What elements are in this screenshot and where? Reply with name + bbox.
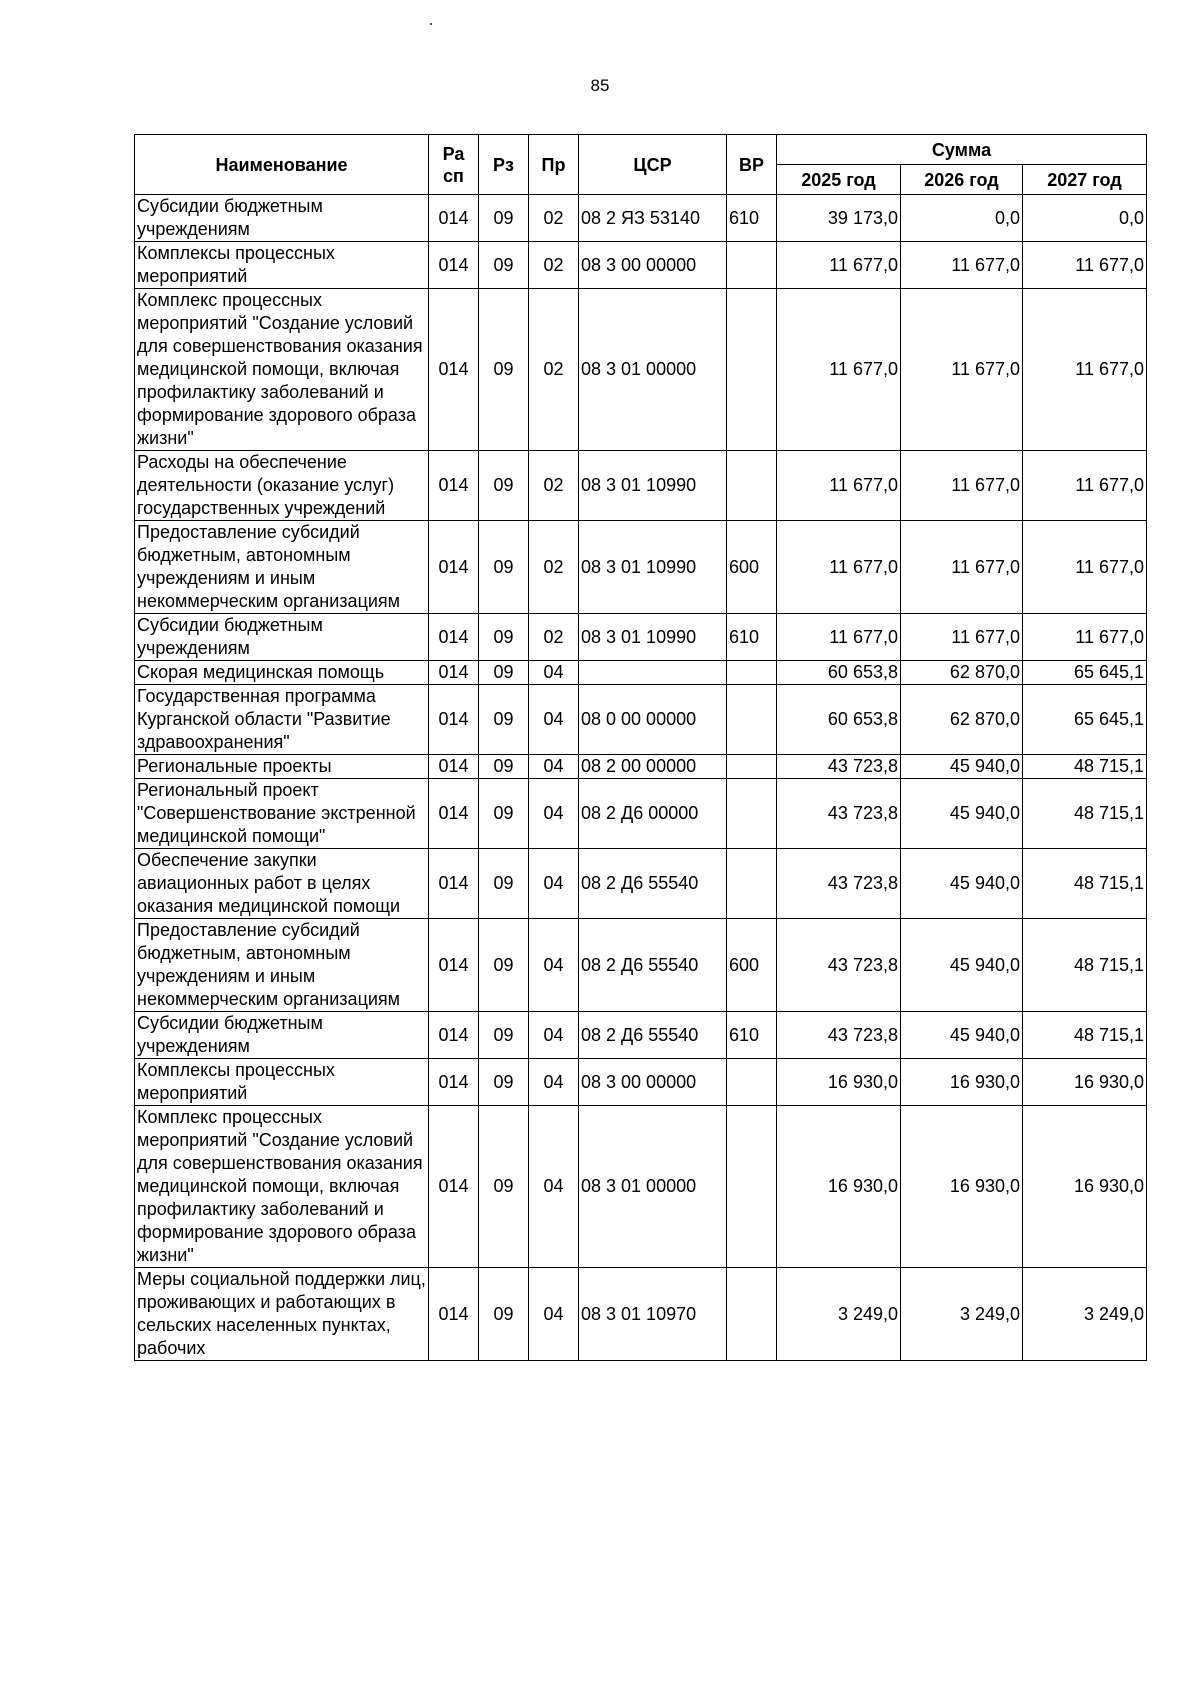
cell-name: Меры социальной поддержки лиц, проживающих и работающих в сельских населенных пунктах, рабочих [135,1268,429,1361]
cell-vr [727,242,777,289]
cell-rz: 09 [479,614,529,661]
cell-2027: 65 645,1 [1023,661,1147,685]
cell-2026: 16 930,0 [901,1059,1023,1106]
cell-rz: 09 [479,242,529,289]
cell-2026: 45 940,0 [901,1012,1023,1059]
cell-2025: 16 930,0 [777,1106,901,1268]
cell-pr: 04 [529,1012,579,1059]
table-row [135,661,1147,685]
cell-csr: 08 0 00 00000 [579,685,727,755]
cell-pr: 04 [529,755,579,779]
table-row [135,919,1147,1012]
cell-pr: 02 [529,521,579,614]
cell-2025: 11 677,0 [777,521,901,614]
cell-rz: 09 [479,195,529,242]
cell-pr: 04 [529,919,579,1012]
cell-name: Региональные проекты [135,755,429,779]
cell-vr: 600 [727,521,777,614]
table-row [135,1268,1147,1361]
cell-csr: 08 3 01 10970 [579,1268,727,1361]
budget-table [134,134,1147,1361]
cell-pr: 04 [529,1106,579,1268]
cell-2027: 48 715,1 [1023,849,1147,919]
cell-rasp: 014 [429,451,479,521]
cell-name: Скорая медицинская помощь [135,661,429,685]
cell-2026: 45 940,0 [901,755,1023,779]
cell-rasp: 014 [429,779,479,849]
cell-rasp: 014 [429,289,479,451]
cell-csr: 08 2 Д6 55540 [579,849,727,919]
cell-2027: 11 677,0 [1023,521,1147,614]
cell-rz: 09 [479,521,529,614]
cell-rasp: 014 [429,1059,479,1106]
cell-2025: 43 723,8 [777,1012,901,1059]
cell-rz: 09 [479,289,529,451]
cell-rasp: 014 [429,661,479,685]
scan-speck [430,23,432,25]
cell-csr: 08 2 ЯЗ 53140 [579,195,727,242]
cell-name: Расходы на обеспечение деятельности (оказание услуг) государственных учреждений [135,451,429,521]
cell-pr: 02 [529,614,579,661]
cell-2025: 43 723,8 [777,919,901,1012]
cell-rasp: 014 [429,755,479,779]
cell-pr: 04 [529,1268,579,1361]
cell-pr: 04 [529,779,579,849]
cell-csr: 08 2 Д6 55540 [579,1012,727,1059]
cell-rz: 09 [479,919,529,1012]
cell-2025: 43 723,8 [777,755,901,779]
cell-2026: 11 677,0 [901,521,1023,614]
cell-name: Субсидии бюджетным учреждениям [135,1012,429,1059]
cell-vr [727,755,777,779]
cell-2026: 45 940,0 [901,779,1023,849]
cell-vr [727,1268,777,1361]
cell-rz: 09 [479,1012,529,1059]
cell-2026: 16 930,0 [901,1106,1023,1268]
cell-pr: 04 [529,685,579,755]
cell-2027: 0,0 [1023,195,1147,242]
cell-csr: 08 2 Д6 00000 [579,779,727,849]
table-row [135,242,1147,289]
cell-rz: 09 [479,685,529,755]
cell-rasp: 014 [429,1268,479,1361]
cell-2026: 62 870,0 [901,661,1023,685]
cell-rz: 09 [479,661,529,685]
cell-2027: 16 930,0 [1023,1106,1147,1268]
cell-rz: 09 [479,849,529,919]
cell-2025: 43 723,8 [777,849,901,919]
cell-pr: 02 [529,195,579,242]
cell-2025: 11 677,0 [777,614,901,661]
cell-2027: 48 715,1 [1023,755,1147,779]
cell-name: Государственная программа Курганской области "Развитие здравоохранения" [135,685,429,755]
cell-name: Обеспечение закупки авиационных работ в целях оказания медицинской помощи [135,849,429,919]
table-body [135,195,1147,1361]
cell-rasp: 014 [429,195,479,242]
cell-pr: 04 [529,661,579,685]
cell-rz: 09 [479,451,529,521]
cell-pr: 02 [529,289,579,451]
cell-csr: 08 3 01 00000 [579,1106,727,1268]
table-row [135,614,1147,661]
cell-rasp: 014 [429,919,479,1012]
cell-vr [727,849,777,919]
page-number: 85 [590,76,610,95]
cell-2025: 3 249,0 [777,1268,901,1361]
cell-vr [727,1106,777,1268]
cell-rasp: 014 [429,242,479,289]
cell-2027: 65 645,1 [1023,685,1147,755]
cell-csr: 08 3 01 00000 [579,289,727,451]
table-row [135,1012,1147,1059]
cell-pr: 04 [529,849,579,919]
table-row [135,289,1147,451]
cell-rz: 09 [479,1059,529,1106]
cell-name: Предоставление субсидий бюджетным, автономным учреждениям и иным некоммерческим организациям [135,919,429,1012]
cell-2026: 45 940,0 [901,919,1023,1012]
cell-rasp: 014 [429,614,479,661]
cell-rz: 09 [479,1106,529,1268]
cell-csr: 08 3 01 10990 [579,614,727,661]
cell-2025: 11 677,0 [777,451,901,521]
cell-2026: 11 677,0 [901,289,1023,451]
cell-rasp: 014 [429,521,479,614]
cell-csr [579,661,727,685]
cell-name: Региональный проект "Совершенствование экстренной медицинской помощи" [135,779,429,849]
cell-name: Комплекс процессных мероприятий "Создание условий для совершенствования оказания медицинской помощи, включая профилактику заболеваний и формирование здорового образа жизни" [135,1106,429,1268]
cell-pr: 02 [529,451,579,521]
header-csr: ЦСР [579,135,727,195]
cell-2025: 11 677,0 [777,242,901,289]
cell-rz: 09 [479,755,529,779]
cell-2025: 43 723,8 [777,779,901,849]
cell-rasp: 014 [429,1012,479,1059]
cell-2025: 11 677,0 [777,289,901,451]
cell-2025: 16 930,0 [777,1059,901,1106]
header-pr: Пр [529,135,579,195]
cell-rasp: 014 [429,1106,479,1268]
cell-2026: 45 940,0 [901,849,1023,919]
cell-csr: 08 3 01 10990 [579,451,727,521]
cell-vr [727,661,777,685]
cell-name: Субсидии бюджетным учреждениям [135,195,429,242]
cell-rz: 09 [479,779,529,849]
cell-rz: 09 [479,1268,529,1361]
cell-name: Комплексы процессных мероприятий [135,242,429,289]
cell-2026: 11 677,0 [901,614,1023,661]
cell-pr: 02 [529,242,579,289]
header-rz: Рз [479,135,529,195]
header-vr: ВР [727,135,777,195]
table-row [135,521,1147,614]
cell-2027: 3 249,0 [1023,1268,1147,1361]
cell-2026: 11 677,0 [901,451,1023,521]
header-sum: Сумма [777,135,1147,165]
cell-2027: 48 715,1 [1023,1012,1147,1059]
cell-csr: 08 2 Д6 55540 [579,919,727,1012]
cell-vr [727,289,777,451]
table-row [135,1059,1147,1106]
table-row [135,1106,1147,1268]
cell-2025: 60 653,8 [777,685,901,755]
cell-2026: 0,0 [901,195,1023,242]
cell-2026: 3 249,0 [901,1268,1023,1361]
cell-vr: 610 [727,1012,777,1059]
cell-2025: 60 653,8 [777,661,901,685]
header-2025: 2025 год [777,165,901,195]
cell-2027: 11 677,0 [1023,289,1147,451]
cell-2027: 48 715,1 [1023,919,1147,1012]
cell-rasp: 014 [429,849,479,919]
cell-2026: 62 870,0 [901,685,1023,755]
cell-2026: 11 677,0 [901,242,1023,289]
cell-name: Субсидии бюджетным учреждениям [135,614,429,661]
cell-2027: 16 930,0 [1023,1059,1147,1106]
header-2026: 2026 год [901,165,1023,195]
table-row [135,779,1147,849]
header-name: Наименование [135,135,429,195]
cell-csr: 08 2 00 00000 [579,755,727,779]
cell-csr: 08 3 00 00000 [579,242,727,289]
cell-2027: 11 677,0 [1023,451,1147,521]
cell-rasp: 014 [429,685,479,755]
cell-name: Комплекс процессных мероприятий "Создание условий для совершенствования оказания медицинской помощи, включая профилактику заболеваний и формирование здорового образа жизни" [135,289,429,451]
cell-pr: 04 [529,1059,579,1106]
cell-2027: 11 677,0 [1023,614,1147,661]
cell-2027: 48 715,1 [1023,779,1147,849]
table-row [135,451,1147,521]
cell-vr: 600 [727,919,777,1012]
cell-vr [727,779,777,849]
cell-vr [727,685,777,755]
table-row [135,755,1147,779]
table-row [135,685,1147,755]
cell-vr: 610 [727,614,777,661]
cell-csr: 08 3 01 10990 [579,521,727,614]
cell-2027: 11 677,0 [1023,242,1147,289]
cell-2025: 39 173,0 [777,195,901,242]
table-row [135,849,1147,919]
header-2027: 2027 год [1023,165,1147,195]
cell-vr [727,1059,777,1106]
cell-vr: 610 [727,195,777,242]
header-rasp: Ра сп [429,135,479,195]
cell-name: Предоставление субсидий бюджетным, автономным учреждениям и иным некоммерческим организациям [135,521,429,614]
cell-name: Комплексы процессных мероприятий [135,1059,429,1106]
cell-csr: 08 3 00 00000 [579,1059,727,1106]
table-row [135,195,1147,242]
cell-vr [727,451,777,521]
